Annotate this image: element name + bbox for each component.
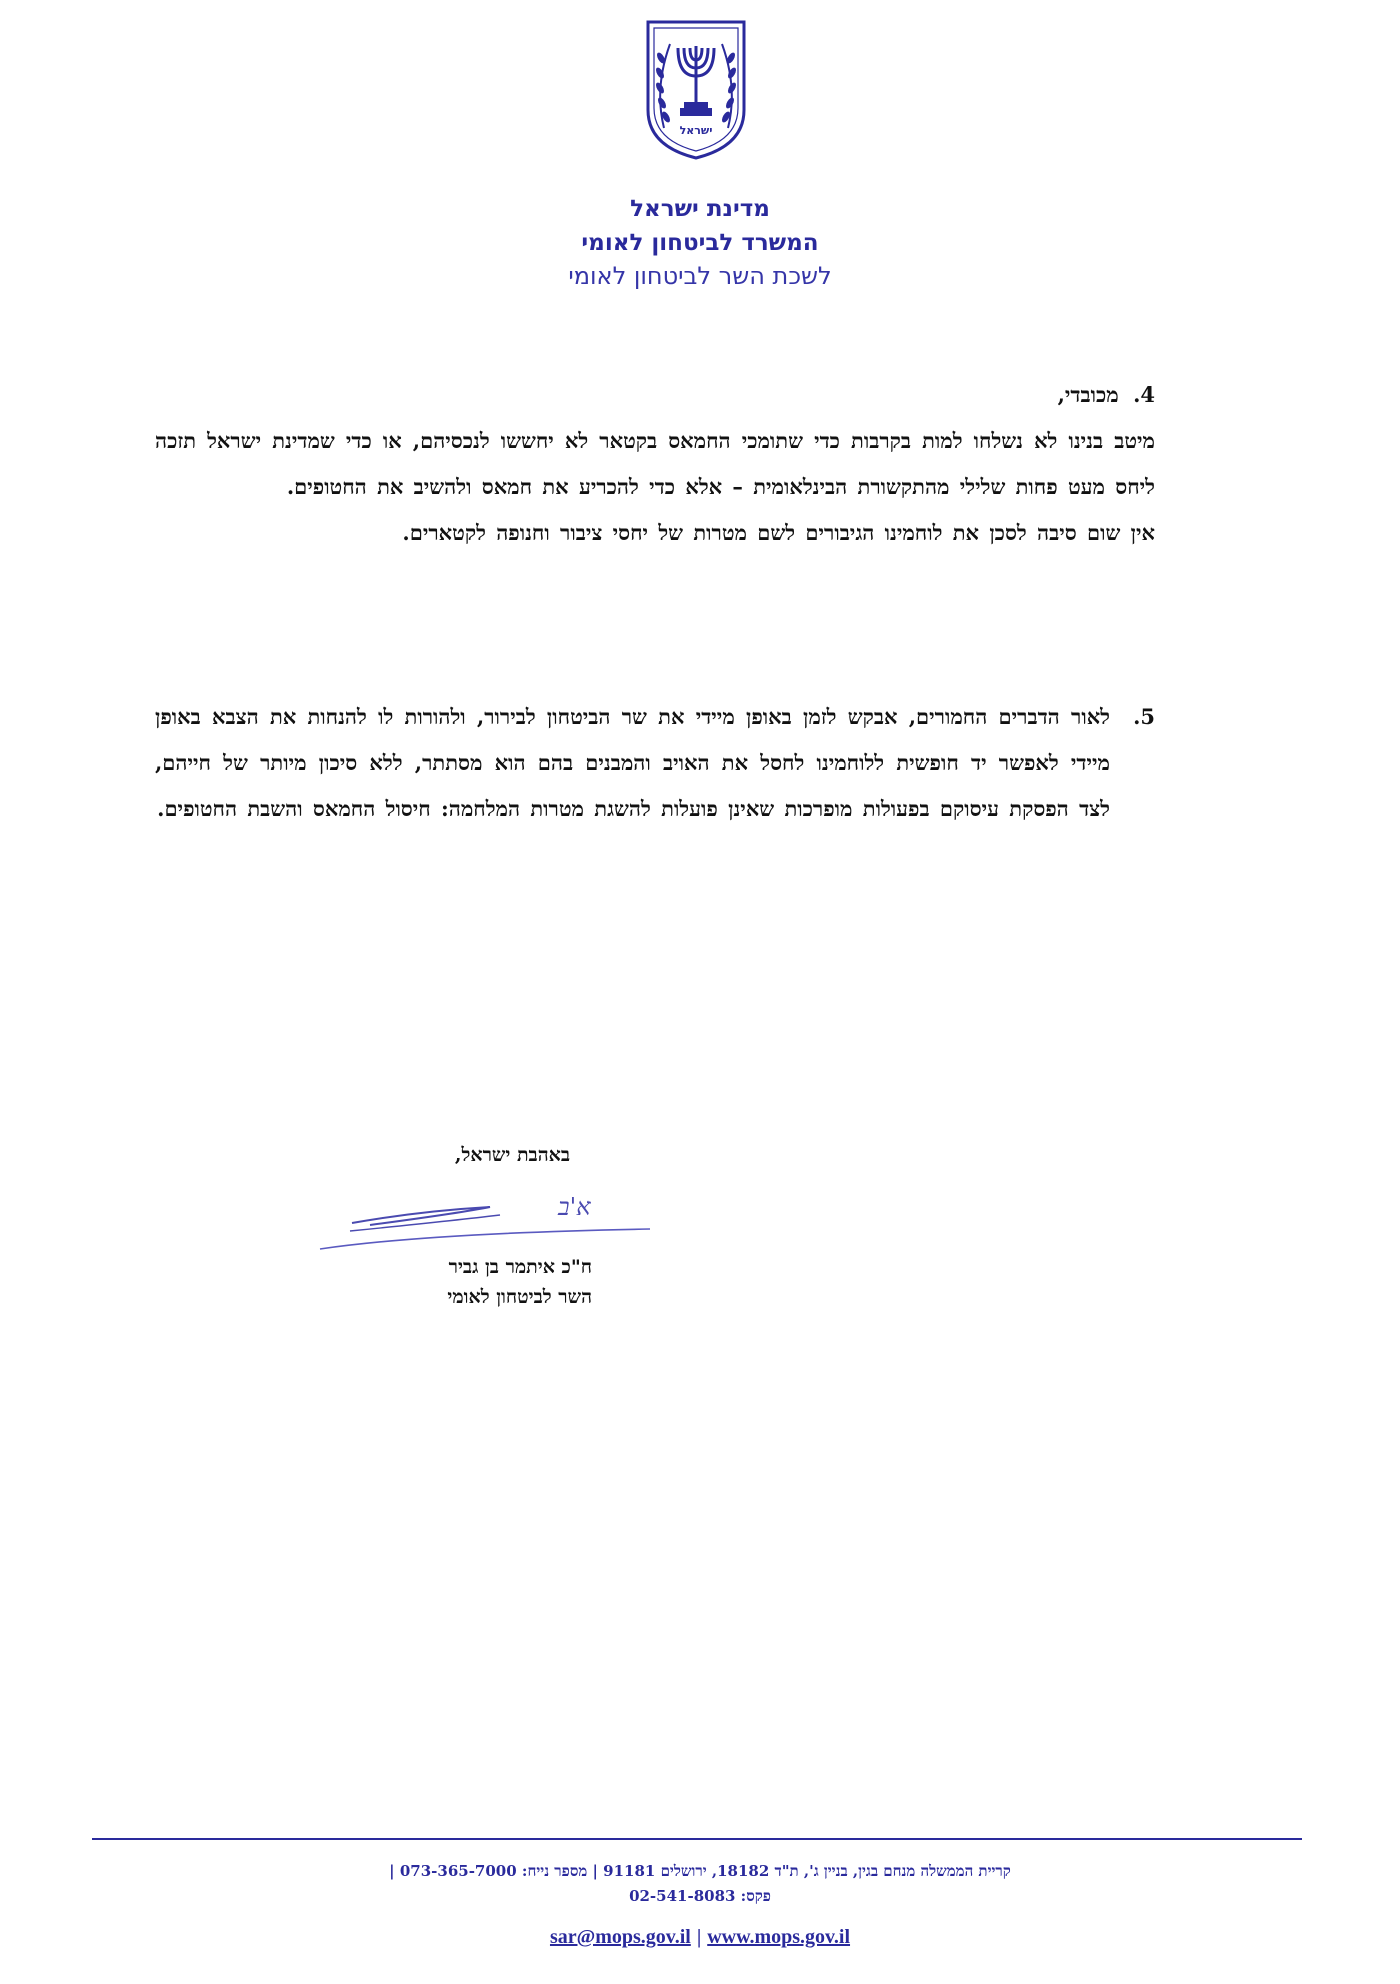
item-4-heading xyxy=(155,372,1155,418)
header-office: לשכת השר לביטחון לאומי xyxy=(568,262,832,290)
signature-initials: א'ב xyxy=(558,1193,591,1221)
item-4-paragraph-1: מיטב בנינו לא נשלחו למות בקרבות כדי שתומכי החמאס בקטאר לא יחששו לנכסיהם, או כדי שמדינת ישראל תזכה ליחס מעט פחות שלילי מהתקשורת הבינלאומית – אלא כדי להכריע את חמאס ולהשיב את החטופים. xyxy=(155,428,1155,499)
footer-divider xyxy=(92,1838,1302,1840)
item-4-paragraph-2: אין שום סיבה לסכן את לוחמינו הגיבורים לשם מטרות של יחסי ציבור וחנופה לקטארים. xyxy=(402,520,1155,545)
item-4-body xyxy=(155,418,1155,556)
state-emblem-icon xyxy=(640,18,752,160)
header-country: מדינת ישראל xyxy=(630,196,770,222)
item-5-text: לאור הדברים החמורים, אבקש לזמן באופן מיידי את שר הביטחון לבירור, ולהורות לו להנחות את הצבא באופן מיידי לאפשר יד חופשית ללוחמינו לחסל את האויב והמבנים בהם הוא מסתתר, ללא סיכון מיותר של חייהם, לצד הפסקת עיסוקם בפעולות מופרכות שאינן פועלות להשגת מטרות המלחמה: חיסול החמאס והשבת החטופים. xyxy=(155,704,1110,821)
header-ministry: המשרד לביטחון לאומי xyxy=(581,230,819,256)
closing-line: באהבת ישראל, xyxy=(454,1144,570,1166)
signatory-name: ח"כ איתמר בן גביר xyxy=(448,1256,592,1278)
handwritten-signature xyxy=(310,1185,660,1260)
email-link[interactable]: sar@mops.gov.il xyxy=(549,1926,691,1948)
footer-links xyxy=(0,1926,1400,1949)
footer-address: קריית הממשלה מנחם בגין, בניין ג', ת"ד 18182, ירושלים 91181 | מספר נייח: 073-365-7000 | xyxy=(389,1862,1011,1880)
signatory-title: השר לביטחון לאומי xyxy=(447,1286,592,1308)
website-link[interactable]: www.mops.gov.il xyxy=(707,1926,851,1948)
emblem-caption: ישראל xyxy=(679,124,713,137)
item-5-number: 5. xyxy=(1133,704,1155,729)
footer-fax: פקס: 02-541-8083 xyxy=(629,1887,771,1905)
footer-link-separator: | xyxy=(696,1926,702,1948)
item-4-number: 4. xyxy=(1133,382,1155,407)
item-4-salutation: מכובדי, xyxy=(1057,382,1119,407)
